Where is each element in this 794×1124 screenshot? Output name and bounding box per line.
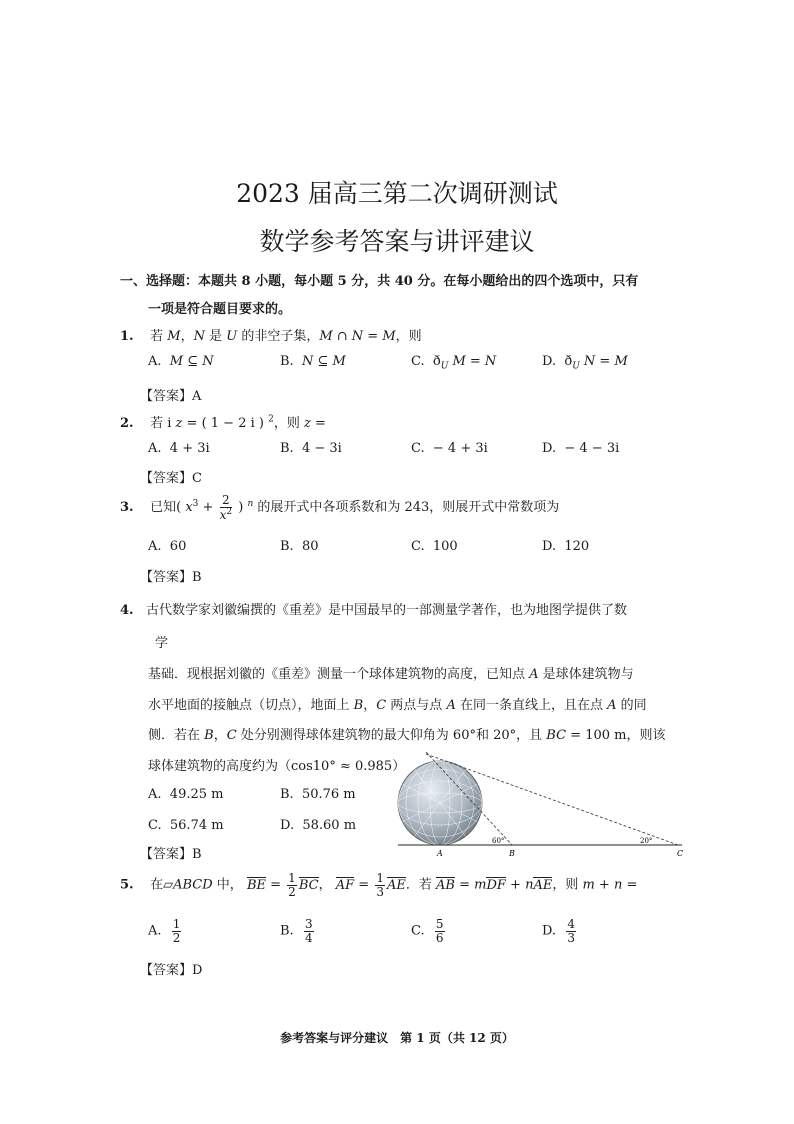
page-footer: 参考答案与评分建议 第 1 页（共 12 页） (280, 1031, 514, 1045)
q2-stem: 2. 若 i z = ( 1 − 2 i ) $^2$，则 z = (120, 414, 326, 431)
q5-stem: 5. 在▱ABCD 中， BE = $\frac{1}{2}$ BC， AF = $\frac{1}{3}$ AE．若 AB = mDF + nAE，则 m + n = (120, 871, 638, 899)
q3-stem: 3. 已知( $x^3$ + $\frac{2}{x^2}$ ) $^n$ 的展开式中各项系数和为 243，则展开式中常数项为 (120, 493, 560, 522)
label-a: A (437, 849, 443, 858)
q1-stem: 1. 若 M，N 是 U 的非空子集，M ∩ N = M，则 (120, 329, 422, 344)
q3-option-b: B. 80 (280, 539, 319, 554)
page-subtitle: 数学参考答案与讲评建议 (259, 227, 535, 256)
q4-stem-line5: 球体建筑物的高度约为（cos10° ≈ 0.985） (148, 759, 406, 774)
label-b: B (509, 849, 515, 858)
q5-answer: 【答案】D (140, 963, 203, 978)
q4-option-c: C. 56.74 m (148, 818, 224, 833)
q4-option-b: B. 50.76 m (280, 787, 356, 802)
q4-figure (390, 752, 690, 860)
q3-answer: 【答案】B (140, 570, 202, 585)
page-title: 2023 届高三第二次调研测试 (236, 179, 558, 208)
q4-answer: 【答案】B (140, 847, 202, 862)
q3-option-d: D. 120 (542, 539, 590, 554)
q2-option-b: B. 4 − 3i (280, 441, 342, 456)
q2-option-a: A. 4 + 3i (148, 441, 210, 456)
section-heading: 一、选择题：本题共 8 小题，每小题 5 分，共 40 分。在每小题给出的四个选项中，只有 (120, 274, 639, 289)
q1-option-c: C. $ð_U$ M = N (411, 354, 497, 372)
angle-b-label: 60° (492, 837, 505, 845)
q2-option-d: D. − 4 − 3i (542, 441, 620, 456)
q2-answer: 【答案】C (140, 471, 202, 486)
angle-c-label: 20° (640, 837, 653, 845)
q5-option-b: B. $\frac{3}{4}$ (280, 917, 313, 945)
section-heading-cont: 一项是符合题目要求的。 (148, 302, 292, 317)
q4-stem-line4: 侧．若在 B，C 处分别测得球体建筑物的最大仰角为 60°和 20°，且 BC = 100 m，则该 (148, 728, 666, 743)
q2-option-c: C. − 4 + 3i (411, 441, 488, 456)
q5-option-a: A. $\frac{1}{2}$ (148, 917, 181, 945)
q4-stem-line2: 基础．现根据刘徽的《重差》测量一个球体建筑物的高度，已知点 A 是球体建筑物与 (148, 667, 634, 682)
q1-option-a: A. M ⊆ N (148, 354, 214, 369)
q1-option-b: B. N ⊆ M (280, 354, 346, 369)
q4-option-d: D. 58.60 m (280, 818, 357, 833)
q3-option-c: C. 100 (411, 539, 458, 554)
q3-fraction: $\frac{2}{x^2}$ (219, 493, 233, 522)
q4-stem-line1b: 学 (155, 636, 169, 651)
q4-stem-line3: 水平地面的接触点（切点），地面上 B，C 两点与点 A 在同一条直线上，且在点 A 的同 (148, 698, 647, 713)
q3-option-a: A. 60 (148, 539, 187, 554)
q5-option-d: D. $\frac{4}{3}$ (542, 917, 575, 945)
q1-answer: 【答案】A (140, 389, 202, 404)
q5-option-c: C. $\frac{5}{6}$ (411, 917, 444, 945)
q4-stem-line1: 4. 古代数学家刘徽编撰的《重差》是中国最早的一部测量学著作，也为地图学提供了数 (120, 603, 627, 618)
label-c: C (677, 849, 684, 858)
q4-option-a: A. 49.25 m (148, 787, 224, 802)
q1-option-d: D. $ð_U$ N = M (542, 354, 628, 372)
